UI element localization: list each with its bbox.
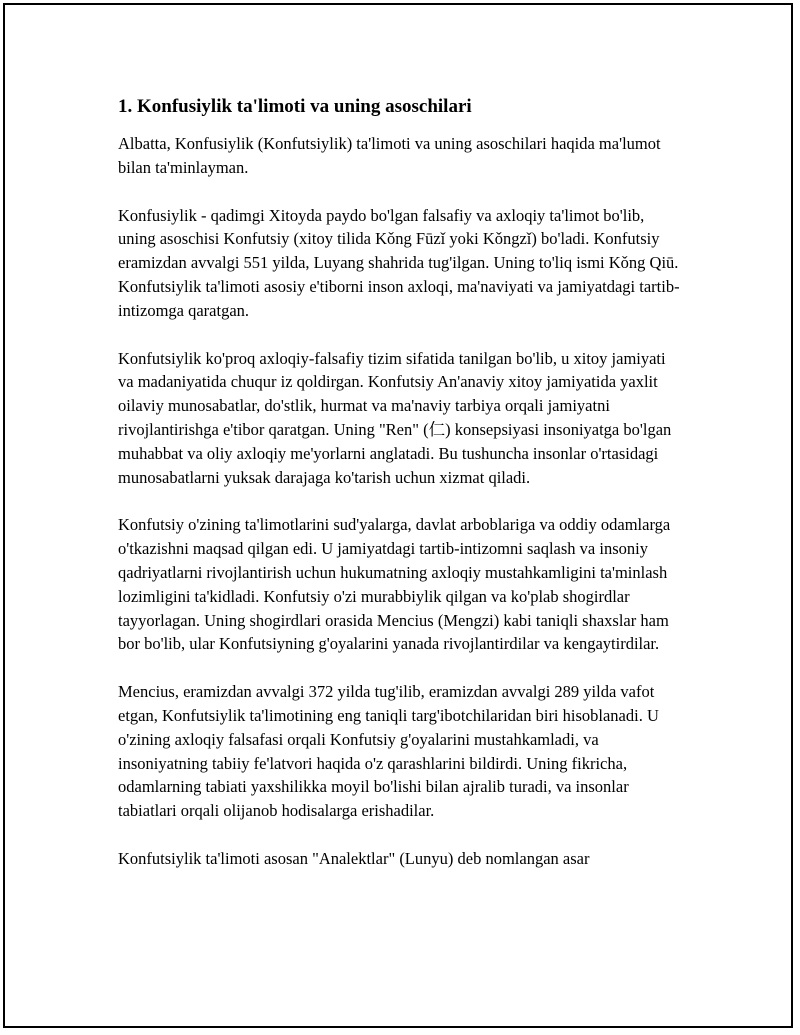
paragraph-origin: Konfusiylik - qadimgi Xitoyda paydo bo'lgan falsafiy va axloqiy ta'limot bo'lib, uning asoschisi Konfutsiy (xitoy tilida Kǒng Fūzǐ yoki Kǒngzǐ) bo'ladi. Konfutsiy eramizdan avvalgi 551 yilda, Luyang shahrida tug'ilgan. Uning to'liq ismi Kǒng Qiū. Konfutsiylik ta'limoti asosiy e'tiborni inson axloqi, ma'naviyati va jamiyatdagi tartib-intizomga qaratgan. bbox=[118, 205, 680, 320]
paragraph-intro: Albatta, Konfusiylik (Konfutsiylik) ta'limoti va uning asoschilari haqida ma'lumot bilan ta'minlayman. bbox=[118, 134, 661, 177]
paragraph-analects: Konfutsiylik ta'limoti asosan "Analektlar" (Lunyu) deb nomlangan asar bbox=[118, 848, 590, 868]
section-heading: 1. Konfusiylik ta'limoti va uning asoschilari bbox=[118, 96, 472, 117]
paragraph-ren-concept: Konfutsiylik ko'proq axloqiy-falsafiy tizim sifatida tanilgan bo'lib, u xitoy jamiyati va madaniyatida chuqur iz qoldirgan. Konfutsiy An'anaviy xitoy jamiyatida yaxlit oilaviy munosabatlar, do'stlik, hurmat va ma'naviy tarbiya orqali jamiyatni rivojlantirishga e'tibor qaratgan. Uning "Ren" (仁) konsepsiyasi insoniyatga bo'lgan muhabbat va oliy axloqiy me'yorlarni anglatadi. Bu tushuncha insonlar o'rtasidagi munosabatlarni yuksak darajaga ko'tarish uchun xizmat qiladi. bbox=[118, 348, 672, 487]
document-body bbox=[118, 96, 684, 895]
paragraph-teachings: Konfutsiy o'zining ta'limotlarini sud'yalarga, davlat arboblariga va oddiy odamlarga o'tkazishni maqsad qilgan edi. U jamiyatdagi tartib-intizomni saqlash va insoniy qadriyatlarni rivojlantirish uchun hukumatning axloqiy mustahkamligini ta'minlash lozimligini ta'kidladi. Konfutsiy o'zi murabbiylik qilgan va ko'plab shogirdlar tayyorlagan. Uning shogirdlari orasida Mencius (Mengzi) kabi taniqli shaxslar ham bor bo'lib, ular Konfutsiyning g'oyalarini yanada rivojlantirdilar va kengaytirdilar. bbox=[118, 515, 671, 654]
paragraph-mencius: Mencius, eramizdan avvalgi 372 yilda tug'ilib, eramizdan avvalgi 289 yilda vafot etgan, Konfutsiylik ta'limotining eng taniqli targ'ibotchilaridan biri hisoblanadi. U o'zining axloqiy falsafasi orqali Konfutsiy g'oyalarini mustahkamladi, va insoniyatning tabiiy fe'latvori haqida o'z qarashlarini bildirdi. Uning fikricha, odamlarning tabiati yaxshilikka moyil bo'lishi bilan ajralib turadi, va insonlar tabiatlari orqali olijanob hodisalarga erishadilar. bbox=[118, 682, 659, 821]
